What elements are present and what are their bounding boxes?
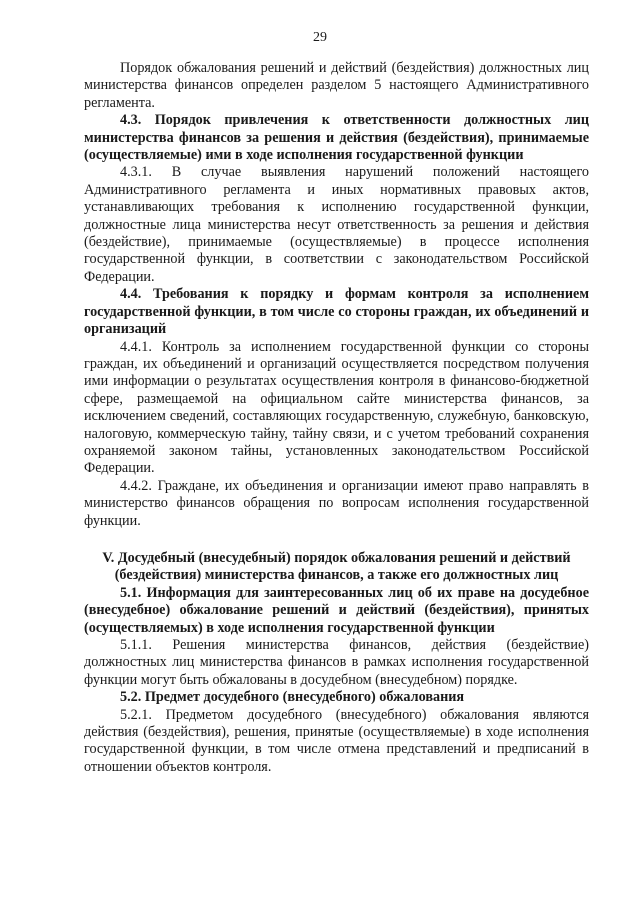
heading-4-3: 4.3. Порядок привлечения к ответственности должностных лиц министерства финансов за решения и действия (бездействия), принимаемые (осуществляемые) ими в ходе исполнения государственной функции: [84, 112, 589, 164]
page-number: 29: [313, 30, 327, 45]
paragraph-4-4-2: 4.4.2. Граждане, их объединения и организации имеют право направлять в министерство финансов обращения по вопросам исполнения государственной функции.: [84, 477, 589, 529]
heading-5-1: 5.1. Информация для заинтересованных лиц об их праве на досудебное (внесудебное) обжалование решений и действий (бездействия), принятых (осуществляемых) в ходе исполнения государственной функции: [84, 584, 589, 636]
paragraph-4-3-1: 4.3.1. В случае выявления нарушений положений настоящего Административного регламента и иных нормативных правовых актов, устанавливающих требования к исполнению государственной функции, должностные лица министерства несут ответственность за решения и действия (бездействие), принимаемые (осуществляемые) в процессе исполнения государственной функции, в соответствии с законодательством Российской Федерации.: [84, 164, 589, 285]
heading-4-4: 4.4. Требования к порядку и формам контроля за исполнением государственной функции, в том числе со стороны граждан, их объединений и организаций: [84, 286, 589, 338]
section-v-title: V. Досудебный (внесудебный) порядок обжалования решений и действий (бездействия) министерства финансов, а также его должностных лиц: [102, 549, 571, 584]
document-body: [84, 60, 589, 776]
heading-5-2: 5.2. Предмет досудебного (внесудебного) обжалования: [120, 689, 465, 706]
paragraph-appeal-procedure: Порядок обжалования решений и действий (бездействия) должностных лиц министерства финансов определен разделом 5 настоящего Административного регламента.: [84, 60, 589, 111]
paragraph-5-2-1: 5.2.1. Предметом досудебного (внесудебного) обжалования являются действия (бездействия), решения, принятые (осуществляемые) в ходе исполнения государственной функции, в том числе отмена представлений и предписаний в отношении объектов контроля.: [84, 706, 589, 775]
paragraph-4-4-1: 4.4.1. Контроль за исполнением государственной функции со стороны граждан, их объединений и организаций осуществляется посредством получения ими информации о результатах осуществления контроля в финансово-бюджетной сфере, размещаемой на официальном сайте министерства финансов, за исключением сведений, составляющих государственную, служебную, банковскую, налоговую, коммерческую тайну, тайну связи, и с учетом требований сохранения охраняемой законом тайны, установленных законодательством Российской Федерации.: [84, 338, 589, 477]
paragraph-5-1-1: 5.1.1. Решения министерства финансов, действия (бездействие) должностных лиц министерства финансов в рамках исполнения государственной функции могут быть обжалованы в досудебном (внесудебном) порядке.: [84, 637, 589, 688]
